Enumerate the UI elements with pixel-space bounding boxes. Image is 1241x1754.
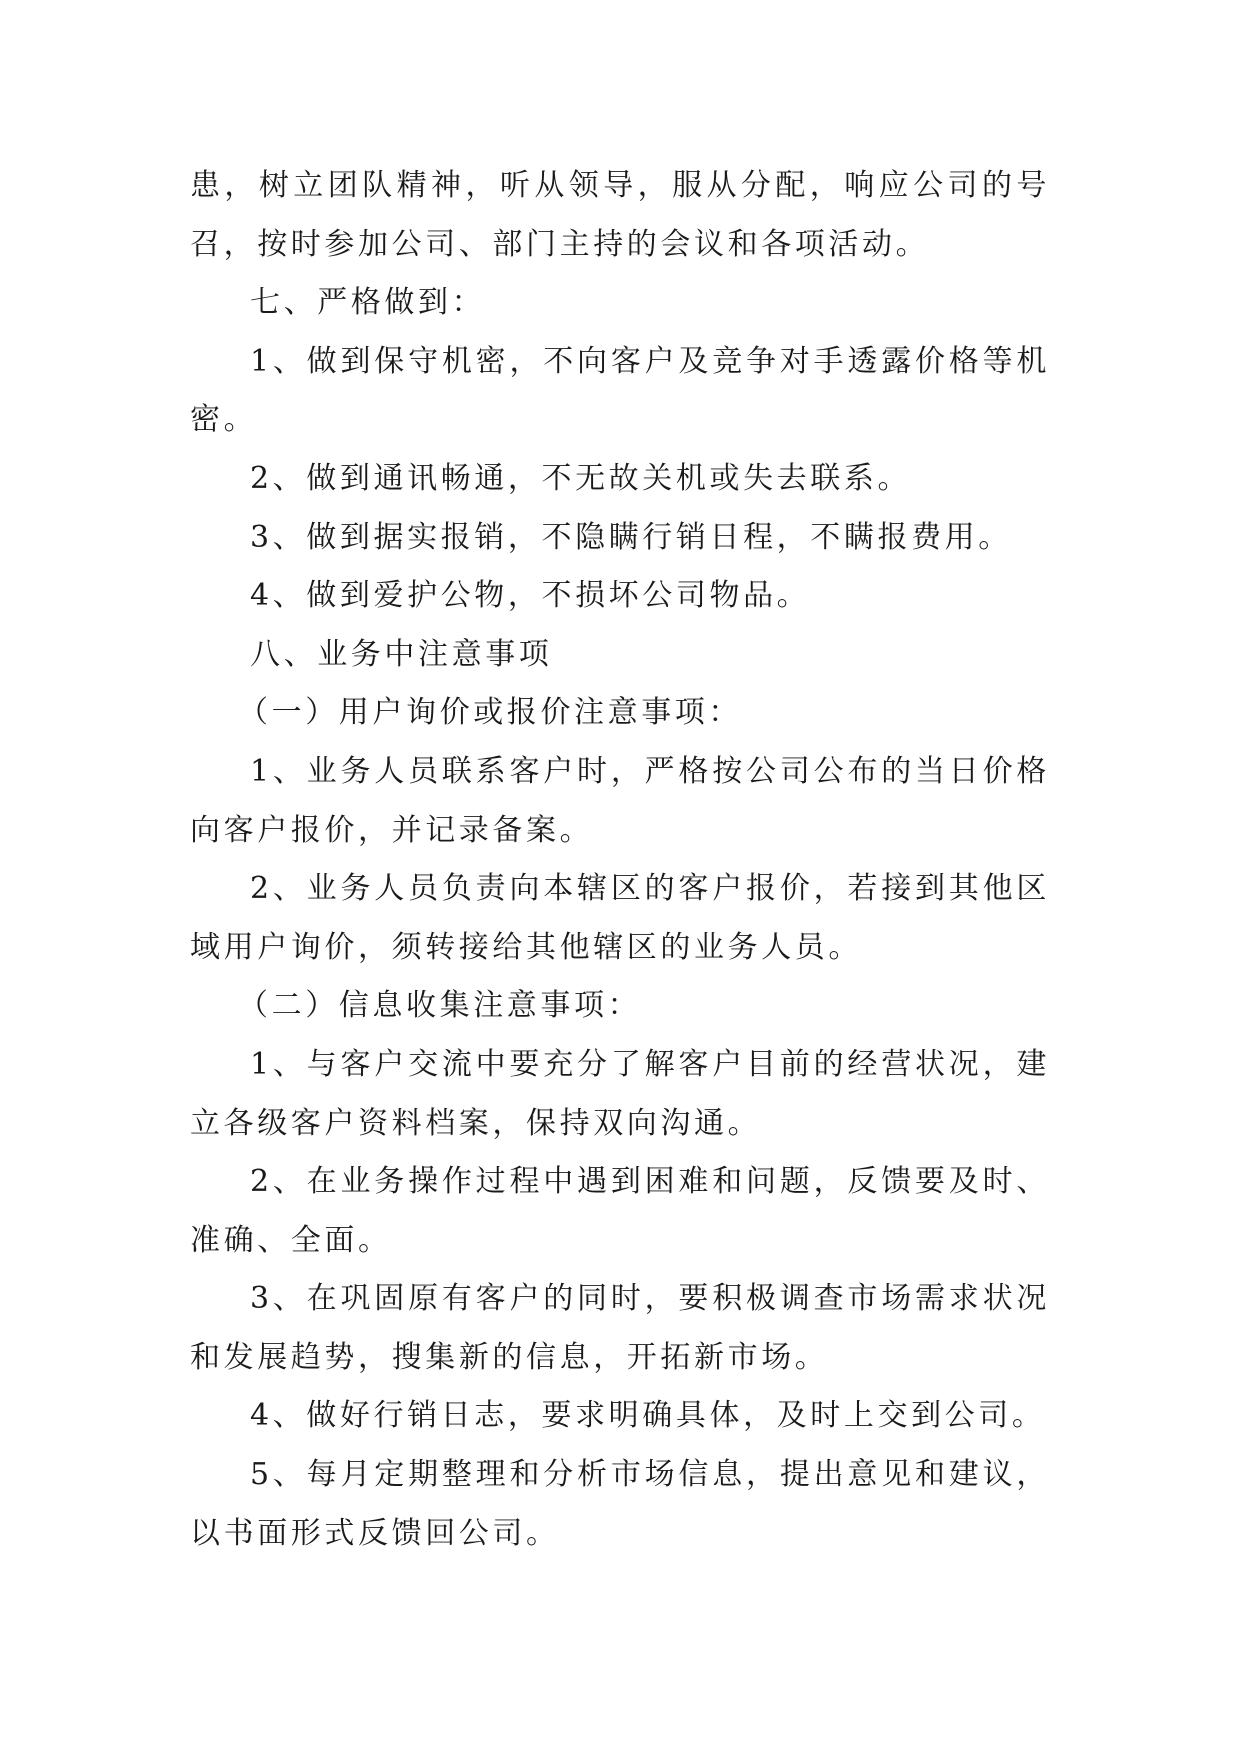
list-item: 2、业务人员负责向本辖区的客户报价，若接到其他区域用户询价，须转接给其他辖区的业务人员。 — [190, 871, 1050, 965]
list-item: 1、做到保守机密，不向客户及竞争对手透露价格等机密。 — [190, 343, 1050, 438]
list-item: 2、做到通讯畅通，不无故关机或失去联系。 — [250, 460, 912, 496]
section-heading-7: 七、严格做到： — [250, 285, 486, 321]
list-item: 3、在巩固原有客户的同时，要积极调查市场需求状况和发展趋势，搜集新的信息，开拓新市场。 — [190, 1281, 1050, 1375]
subsection-heading-1: （一）用户询价或报价注意事项： — [238, 695, 742, 731]
paragraph-continuation: 患，树立团队精神，听从领导，服从分配，响应公司的号召，按时参加公司、部门主持的会议和各项活动。 — [190, 168, 1050, 262]
list-item: 4、做到爱护公物，不损坏公司物品。 — [250, 578, 811, 614]
list-item: 1、业务人员联系客户时，严格按公司公布的当日价格向客户报价，并记录备案。 — [190, 753, 1050, 848]
list-item: 3、做到据实报销，不隐瞒行销日程，不瞒报费用。 — [250, 519, 1012, 555]
list-item: 2、在业务操作过程中遇到困难和问题，反馈要及时、准确、全面。 — [190, 1164, 1050, 1258]
section-heading-8: 八、业务中注意事项 — [250, 636, 553, 672]
list-item: 5、每月定期整理和分析市场信息，提出意见和建议，以书面形式反馈回公司。 — [190, 1457, 1050, 1551]
list-item: 1、与客户交流中要充分了解客户目前的经营状况，建立各级客户资料档案，保持双向沟通。 — [190, 1046, 1050, 1141]
subsection-heading-2: （二）信息收集注意事项： — [238, 988, 642, 1024]
list-item: 4、做好行销日志，要求明确具体，及时上交到公司。 — [250, 1398, 1046, 1434]
document-body — [190, 157, 1050, 1563]
